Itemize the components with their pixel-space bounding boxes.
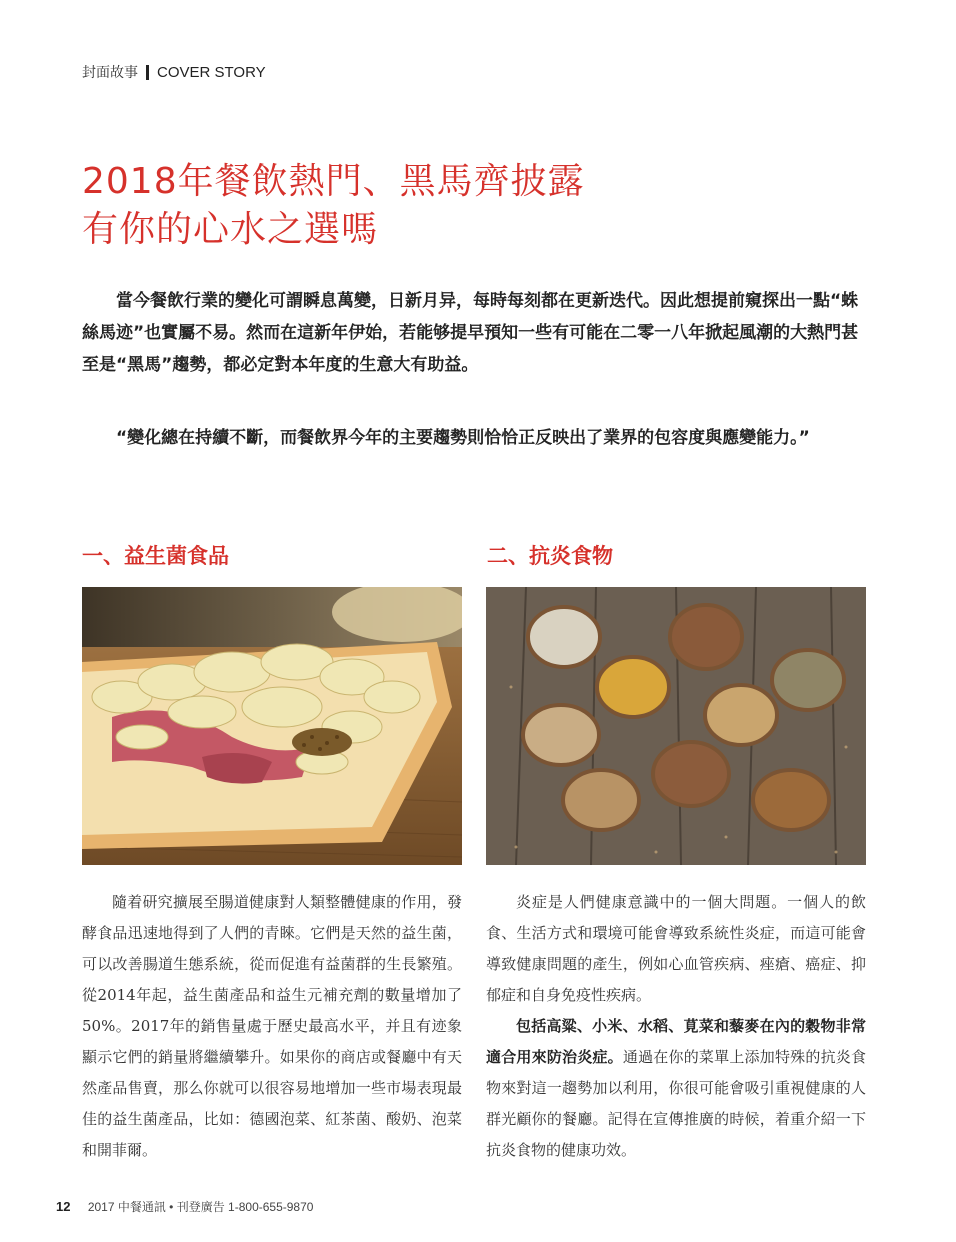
anti-inflammatory-body — [486, 887, 866, 1166]
anti-inflammatory-paragraph-1: 炎症是人們健康意識中的一個大問題。一個人的飲食、生活方式和環境可能會導致系統性炎症，而這可能會導致健康問題的產生，例如心血管疾病、痤瘡、癌症、抑郁症和自身免疫性疾病。 — [486, 893, 866, 1004]
section-label-en: COVER STORY — [157, 63, 266, 81]
section-heading-anti-inflammatory: 二、抗炎食物 — [487, 544, 613, 568]
page-footer — [56, 1198, 313, 1215]
title-line-1: 2018年餐飲熱門、黑馬齊披露 — [82, 161, 585, 203]
intro-paragraph-2: “變化總在持續不斷，而餐飲界今年的主要趨勢則恰恰正反映出了業界的包容度與應變能力。” — [116, 428, 810, 448]
anti-inflammatory-paragraph-2 — [486, 1011, 866, 1166]
header-divider — [146, 65, 149, 80]
probiotics-body: 隨着研究擴展至腸道健康對人類整體健康的作用，發酵食品迅速地得到了人們的青睞。它們是天然的益生菌，可以改善腸道生態系統，從而促進有益菌群的生長繁殖。從2014年起，益生菌產品和益生元補充劑的數量增加了50%。2017年的銷售量處于歷史最高水平，并且有迹象顯示它們的銷量將繼續攀升。如果你的商店或餐廳中有天然產品售賣，那么你就可以很容易地增加一些市場表現最佳的益生菌產品，比如：德國泡菜、紅茶菌、酸奶、泡菜和開菲爾。 — [82, 893, 462, 1159]
grains-highlight: 包括高粱、小米、水稻、莧菜和藜麥在內的穀物非常適合用來防治炎症。 — [486, 1017, 866, 1066]
anti-inflammatory-paragraph-2-rest: 通過在你的菜單上添加特殊的抗炎食物來對這一趨勢加以利用，你很可能會吸引重視健康的人群光顧你的餐廳。記得在宣傳推廣的時候，着重介紹一下抗炎食物的健康功效。 — [486, 1048, 866, 1159]
footer-text: 2017 中餐通訊 • 刊登廣告 1-800-655-9870 — [87, 1200, 314, 1214]
section-header — [82, 62, 266, 82]
section-label-zh: 封面故事 — [82, 65, 138, 81]
intro-paragraph-1: 當今餐飲行業的變化可謂瞬息萬變，日新月异，每時每刻都在更新迭代。因此想提前窺探出一點“蛛絲馬迹”也實屬不易。然而在這新年伊始，若能够提早預知一些有可能在二零一八年掀起風潮的大熱門甚至是“黑馬”趨勢，都必定對本年度的生意大有助益。 — [82, 291, 859, 375]
page-number: 12 — [56, 1199, 71, 1214]
title-line-2: 有你的心水之選嗎 — [82, 209, 379, 251]
page-title — [82, 158, 842, 254]
grain-sacks-photo — [486, 587, 866, 865]
section-heading-probiotics: 一、益生菌食品 — [82, 544, 229, 568]
sauerkraut-toast-photo — [82, 587, 462, 865]
